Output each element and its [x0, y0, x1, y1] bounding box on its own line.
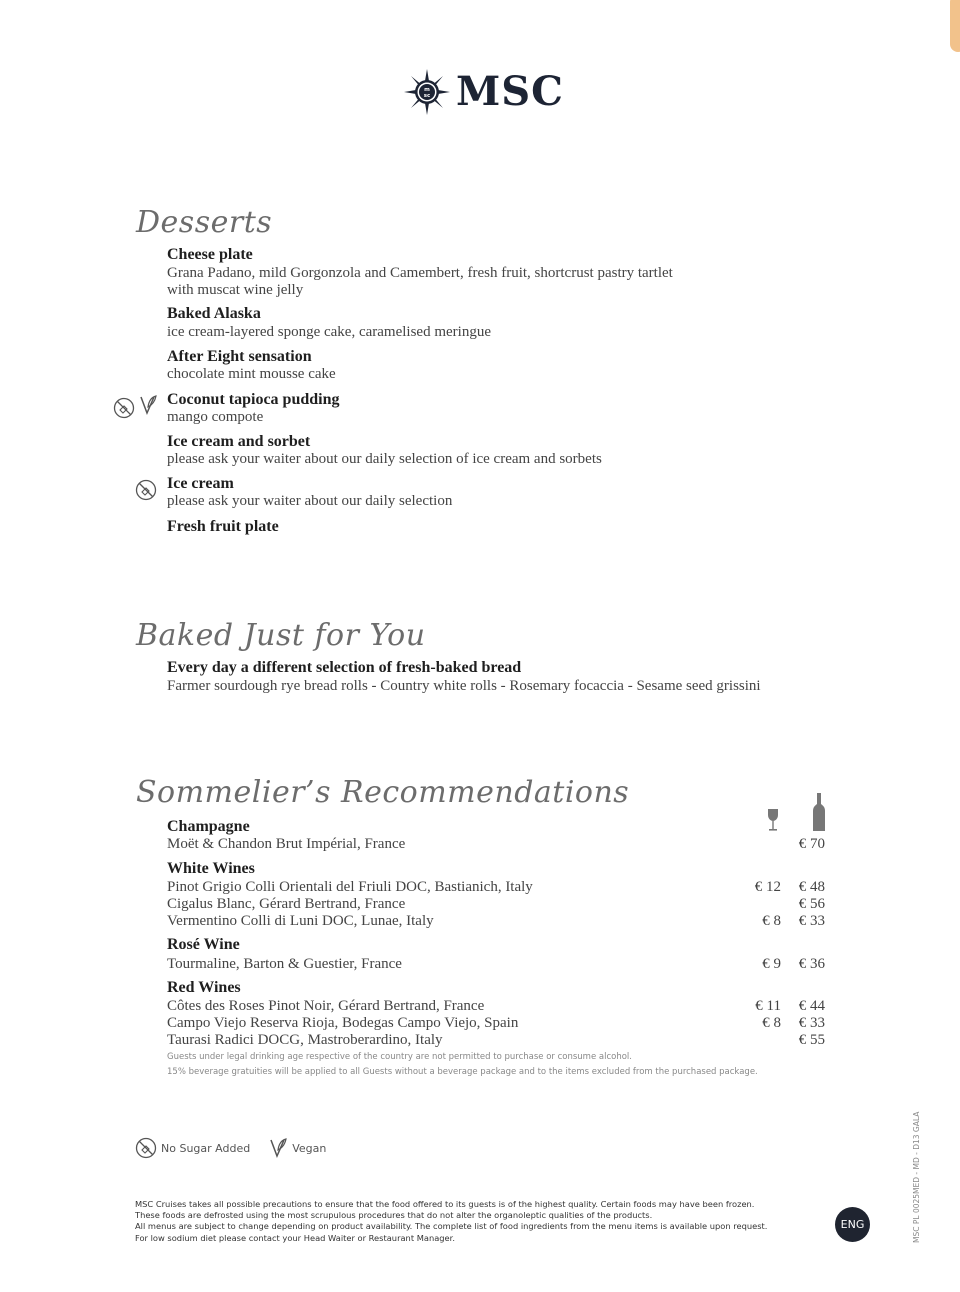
glass-price: € 11 [755, 998, 781, 1014]
menu-item-desc: please ask your waiter about our daily selection of ice cream and sorbets [167, 451, 602, 467]
menu-item-name: Cheese plate [167, 246, 253, 263]
menu-item-desc: Grana Padano, mild Gorgonzola and Camembert, fresh fruit, shortcrust pastry tartlet [167, 265, 673, 281]
disclaimer-line: These foods are defrosted using the most scrupulous procedures that do not alter the organoleptic qualities of the products. [135, 1210, 653, 1221]
menu-item-name: Ice cream [167, 475, 234, 492]
glass-price: € 8 [762, 1015, 781, 1031]
wine-name: Tourmaline, Barton & Guestier, France [167, 956, 402, 972]
wine-name: Taurasi Radici DOCG, Mastroberardino, Italy [167, 1032, 443, 1048]
bottle-price: € 48 [798, 879, 825, 895]
msc-logo [402, 66, 564, 118]
diet-legend [135, 1137, 344, 1159]
wine-group-name: Red Wines [167, 979, 241, 996]
no-sugar-icon [113, 397, 135, 419]
disclaimer-line: MSC Cruises takes all possible precautions to ensure that the food offered to its guests is of the highest quality. Certain foods may have been frozen. [135, 1199, 755, 1209]
vegan-icon [138, 393, 158, 417]
wine-group-name: White Wines [167, 860, 255, 877]
language-badge[interactable]: ENG [835, 1207, 870, 1242]
wine-name: Côtes des Roses Pinot Noir, Gérard Bertrand, France [167, 998, 485, 1014]
menu-item-name: Fresh fruit plate [167, 518, 279, 535]
legend-vegan-label: Vegan [292, 1141, 327, 1155]
wine-bottle-icon [812, 792, 826, 832]
glass-price: € 9 [762, 956, 781, 972]
menu-item-desc: ice cream-layered sponge cake, caramelised meringue [167, 324, 491, 340]
desserts-title: Desserts [136, 205, 273, 240]
sommelier-title: Sommelier’s Recommendations [136, 775, 630, 810]
wine-name: Cigalus Blanc, Gérard Bertrand, France [167, 896, 406, 912]
svg-text:sc: sc [423, 93, 431, 99]
wine-group-name: Champagne [167, 818, 250, 835]
menu-item-desc: please ask your waiter about our daily selection [167, 493, 453, 509]
wine-group-name: Rosé Wine [167, 936, 240, 953]
alcohol-age-note: Guests under legal drinking age respective of the country are not permitted to purchase or consume alcohol. [167, 1052, 632, 1062]
brand-name: MSC [456, 68, 564, 115]
glass-price: € 8 [762, 913, 781, 929]
menu-item-name: Coconut tapioca pudding [167, 391, 340, 408]
disclaimer-line: All menus are subject to change depending on product availability. The complete list of food ingredients from the menu items is available upon request. [135, 1221, 768, 1232]
menu-item-desc: mango compote [167, 409, 264, 425]
bread-list: Farmer sourdough rye bread rolls - Country white rolls - Rosemary focaccia - Sesame seed grissini [167, 678, 761, 694]
disclaimer [135, 1199, 825, 1244]
wine-name: Vermentino Colli di Luni DOC, Lunae, Italy [167, 913, 434, 929]
gratuity-note: 15% beverage gratuities will be applied to all Guests without a beverage package and to the items excluded from the purchased package. [167, 1067, 758, 1077]
wine-name: Pinot Grigio Colli Orientali del Friuli DOC, Bastianich, Italy [167, 879, 533, 895]
bread-heading: Every day a different selection of fresh-baked bread [167, 659, 522, 676]
bottle-price: € 33 [798, 913, 825, 929]
bottle-price: € 56 [798, 896, 825, 912]
no-sugar-icon [135, 479, 157, 501]
legend-no-sugar-label: No Sugar Added [161, 1141, 251, 1155]
baked-title: Baked Just for You [136, 618, 426, 653]
no-sugar-icon [135, 1137, 157, 1159]
wine-name: Moët & Chandon Brut Impérial, France [167, 836, 406, 852]
glass-price: € 12 [754, 879, 781, 895]
bottle-price: € 55 [798, 1032, 825, 1048]
wine-glass-icon [766, 808, 780, 832]
svg-text:m: m [424, 87, 430, 93]
menu-item-desc: chocolate mint mousse cake [167, 366, 336, 382]
menu-item-name: Baked Alaska [167, 305, 261, 322]
wine-name: Campo Viejo Reserva Rioja, Bodegas Campo Viejo, Spain [167, 1015, 519, 1031]
bottle-price: € 33 [798, 1015, 825, 1031]
menu-item-desc: with muscat wine jelly [167, 282, 304, 298]
bottle-price: € 44 [798, 998, 825, 1014]
bottle-price: € 70 [798, 836, 825, 852]
menu-item-name: After Eight sensation [167, 348, 312, 365]
compass-rose-logo-icon [402, 67, 452, 117]
menu-item-name: Ice cream and sorbet [167, 433, 311, 450]
menu-code: MSC PL 0025MED - MD - D13 GALA [912, 1111, 921, 1243]
bottle-price: € 36 [798, 956, 825, 972]
vegan-icon [268, 1136, 288, 1160]
corner-tab[interactable] [950, 0, 960, 52]
disclaimer-line: For low sodium diet please contact your Head Waiter or Restaurant Manager. [135, 1232, 455, 1243]
